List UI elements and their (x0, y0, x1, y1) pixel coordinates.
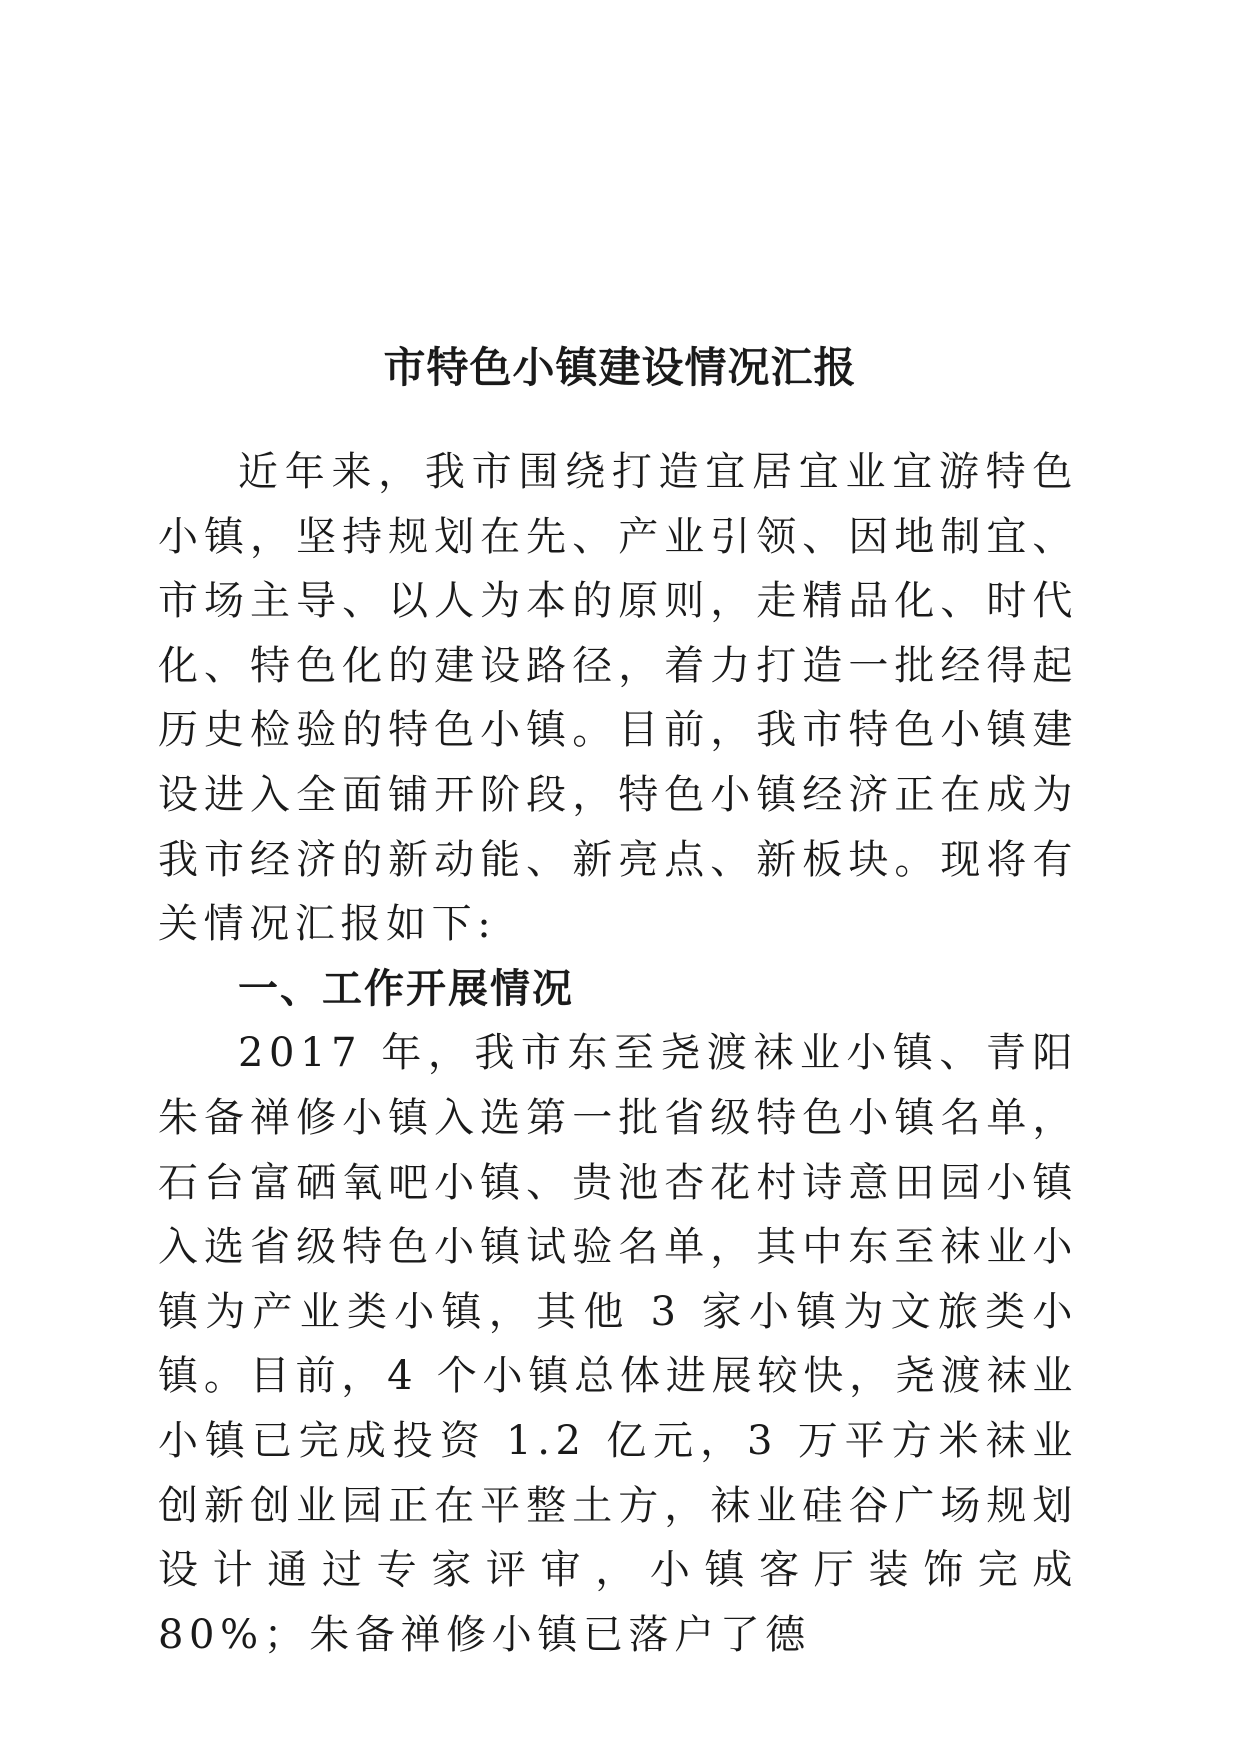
document-title: 市特色小镇建设情况汇报 (383, 343, 857, 393)
section-paragraph: 2017 年，我市东至尧渡袜业小镇、青阳朱备禅修小镇入选第一批省级特色小镇名单，石台富硒氧吧小镇、贵池杏花村诗意田园小镇入选省级特色小镇试验名单，其中东至袜业小镇为产业类小镇，其他 3 家小镇为文旅类小镇。目前，4 个小镇总体进展较快，尧渡袜业小镇已完成投资 1.2 亿元，3 万平方米袜业创新创业园正在平整土方，袜业硅谷广场规划设计通过专家评审，小镇客厅装饰完成 80%；朱备禅修小镇已落户了德 (158, 1030, 1078, 1658)
section-heading: 一、工作开展情况 (238, 965, 574, 1012)
intro-paragraph: 近年来，我市围绕打造宜居宜业宜游特色小镇，坚持规划在先、产业引领、因地制宜、市场主导、以人为本的原则，走精品化、时代化、特色化的建设路径，着力打造一批经得起历史检验的特色小镇。目前，我市特色小镇建设进入全面铺开阶段，特色小镇经济正在成为我市经济的新动能、新亮点、新板块。现将有关情况汇报如下: (158, 449, 1078, 948)
document-body (158, 440, 1078, 1667)
